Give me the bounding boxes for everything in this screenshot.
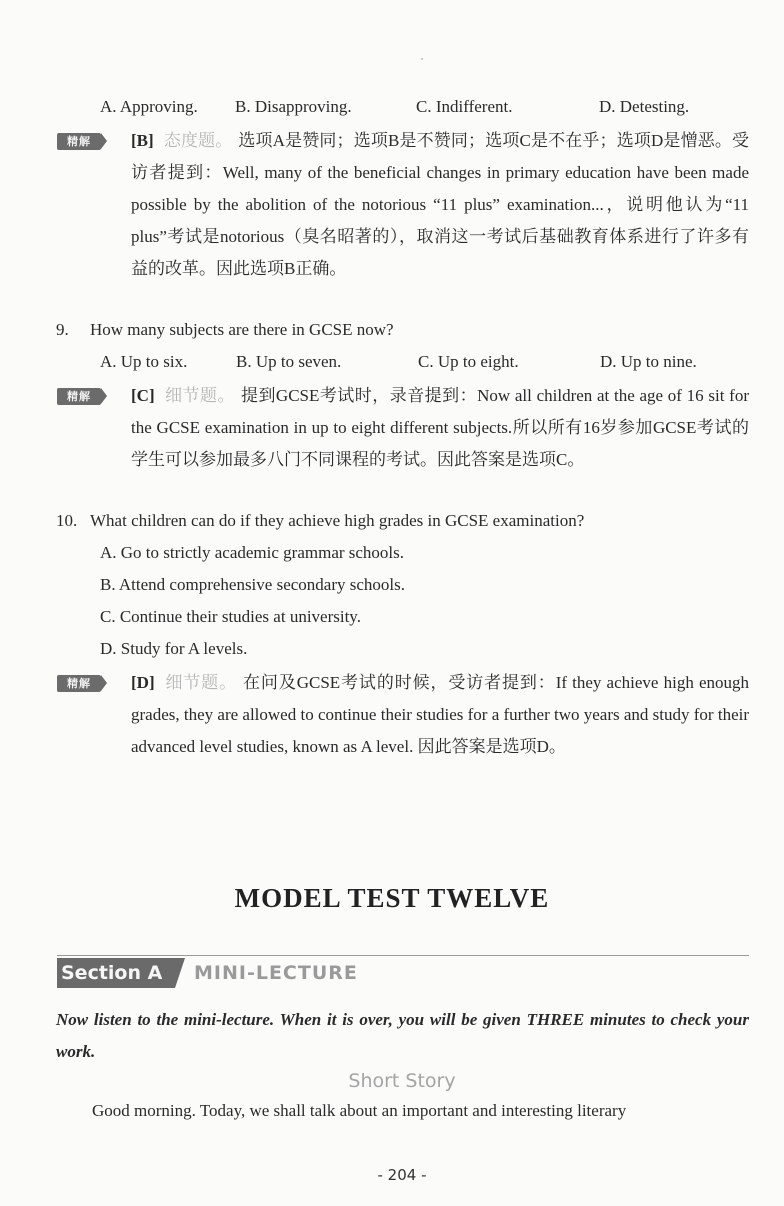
q10-explanation-text: 在问及GCSE考试的时候，受访者提到：If they achieve high enough grades, they are allowed to continue their studies for a further two years and study for their advanced level studies, known as A level. 因此答案是选项D。 [131,673,750,756]
q9-explanation-text: 提到GCSE考试时，录音提到：Now all children at the age of 16 sit for the GCSE examination in up to eight different subjects.所以所有16岁参加GCSE考试的学生可以参加最多八门不同课程的考试。因此答案是选项C。 [131,386,749,469]
lecture-title: Short Story [348,1070,456,1092]
q8-explanation-tag: 精解 [57,133,101,150]
q10-option-a: A. Go to strictly academic grammar schools. [100,543,405,562]
section-badge: Section A [57,958,175,988]
q8-option-d: D. Detesting. [599,97,690,116]
q10-option-c: C. Continue their studies at university. [100,607,361,626]
q10-answer: [D] [131,673,155,692]
section-name: MINI-LECTURE [194,962,358,984]
page-number: - 204 - [377,1166,427,1184]
q10-option-b: B. Attend comprehensive secondary schools. [100,575,405,594]
q9-option-d: D. Up to nine. [600,352,697,371]
q9-answer: [C] [131,386,155,405]
q8-question-type: 态度题。 [163,131,233,150]
q9-option-c: C. Up to eight. [418,352,519,371]
q8-option-a: A. Approving. [100,97,198,116]
q9-question-type: 细节题。 [164,386,235,405]
q8-explanation [131,125,749,285]
q9-option-b: B. Up to seven. [236,352,342,371]
q8-explanation-text: 选项A是赞同；选项B是不赞同；选项C是不在乎；选项D是憎恶。受访者提到：Well, many of the beneficial changes in primary education have been made possible by the abolition of the notorious “11 plus” examination...，说明他认为“11 plus”考试是notorious（臭名昭著的），取消这一考试后基础教育体系进行了许多有益的改革。因此选项B正确。 [131,131,750,278]
q10-stem [56,511,584,531]
q10-question-type: 细节题。 [164,673,238,692]
q9-option-a: A. Up to six. [100,352,188,371]
q9-number: 9. [56,320,69,339]
lecture-first-line: Good morning. Today, we shall talk about an important and interesting literary [92,1101,627,1120]
q10-stem-text: What children can do if they achieve high grades in GCSE examination? [90,511,585,530]
q9-explanation [131,380,749,476]
section-divider [57,955,749,956]
q8-option-c: C. Indifferent. [416,97,513,116]
q10-number: 10. [56,511,78,530]
q10-option-d: D. Study for A levels. [100,639,248,658]
q8-option-b: B. Disapproving. [235,97,352,116]
q9-stem-text: How many subjects are there in GCSE now? [90,320,394,339]
q9-stem [56,320,394,340]
listening-instruction: Now listen to the mini-lecture. When it is over, you will be given THREE minutes to check your work. [56,1010,749,1061]
test-title: MODEL TEST TWELVE [234,883,550,913]
scan-speck [421,58,423,60]
q10-explanation-tag: 精解 [57,675,101,692]
q9-explanation-tag: 精解 [57,388,101,405]
q10-explanation [131,667,749,763]
q8-answer: [B] [131,131,154,150]
